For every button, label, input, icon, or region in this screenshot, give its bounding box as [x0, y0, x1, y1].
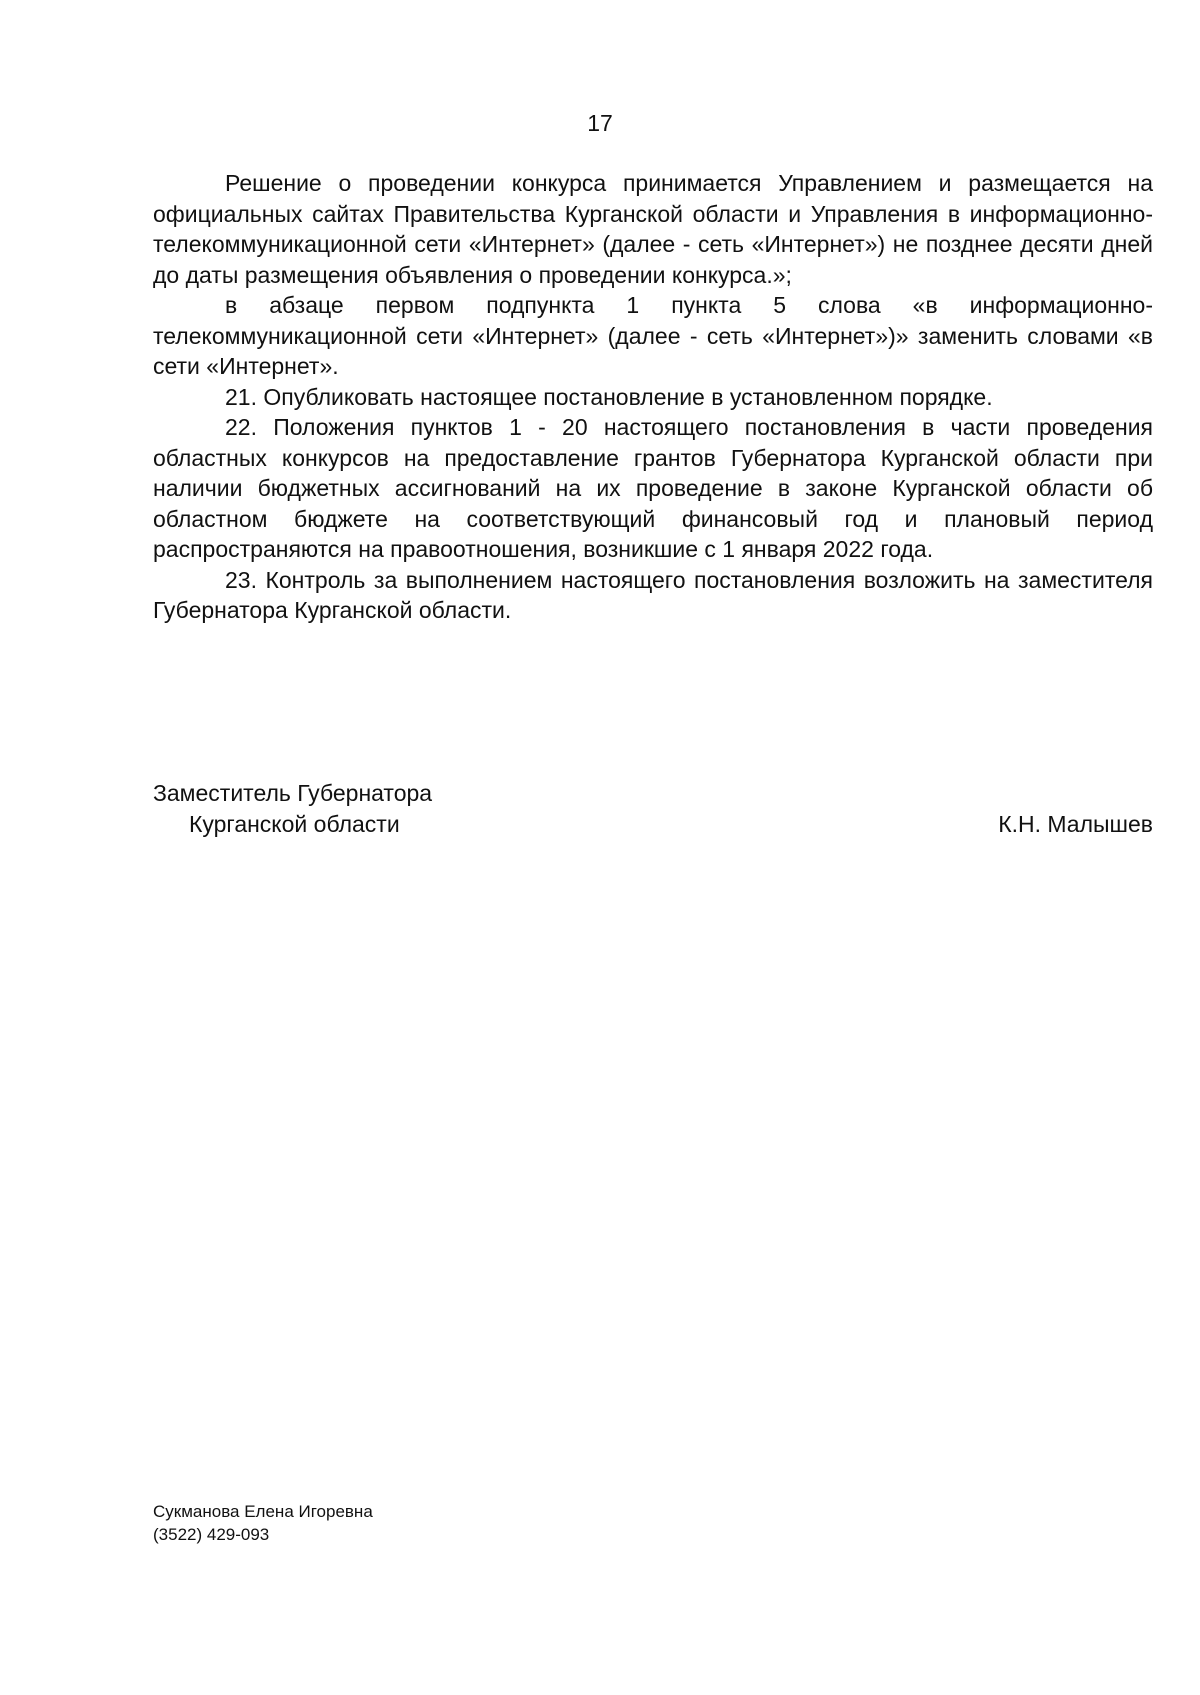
page-number: 17 — [587, 110, 613, 136]
document-body — [153, 168, 1153, 626]
executor-phone: (3522) 429-093 — [153, 1525, 270, 1544]
paragraph-22: 22. Положения пунктов 1 - 20 настоящего постановления в части проведения областных конкурсов на предоставление грантов Губернатора Курганской области при наличии бюджетных ассигнований на их проведение в законе Курганской области об областном бюджете на соответствующий финансовый год и плановый период распространяются на правоотношения, возникшие с 1 января 2022 года. — [153, 414, 1153, 562]
paragraph-21: 21. Опубликовать настоящее постановление в установленном порядке. — [225, 383, 993, 410]
signatory-position-line1: Заместитель Губернатора — [153, 780, 433, 806]
executor-name: Сукманова Елена Игоревна — [153, 1502, 373, 1521]
paragraph-23: 23. Контроль за выполнением настоящего постановления возложить на заместителя Губернатора Курганской области. — [153, 566, 1153, 623]
paragraph-amendment: в абзаце первом подпункта 1 пункта 5 слова «в информационно-телекоммуникационной сети «Интернет» (далее - сеть «Интернет»)» заменить словами «в сети «Интернет». — [153, 292, 1153, 379]
signatory-name: К.Н. Малышев — [998, 810, 1153, 837]
signature-block — [153, 778, 1153, 839]
executor-block — [153, 1500, 373, 1546]
paragraph-decision: Решение о проведении конкурса принимается Управлением и размещается на официальных сайтах Правительства Курганской области и Управления в информационно-телекоммуникационной сети «Интернет» (далее - сеть «Интернет») не позднее десяти дней до даты размещения объявления о проведении конкурса.»; — [153, 170, 1153, 288]
signatory-position-line2: Курганской области — [189, 810, 400, 837]
